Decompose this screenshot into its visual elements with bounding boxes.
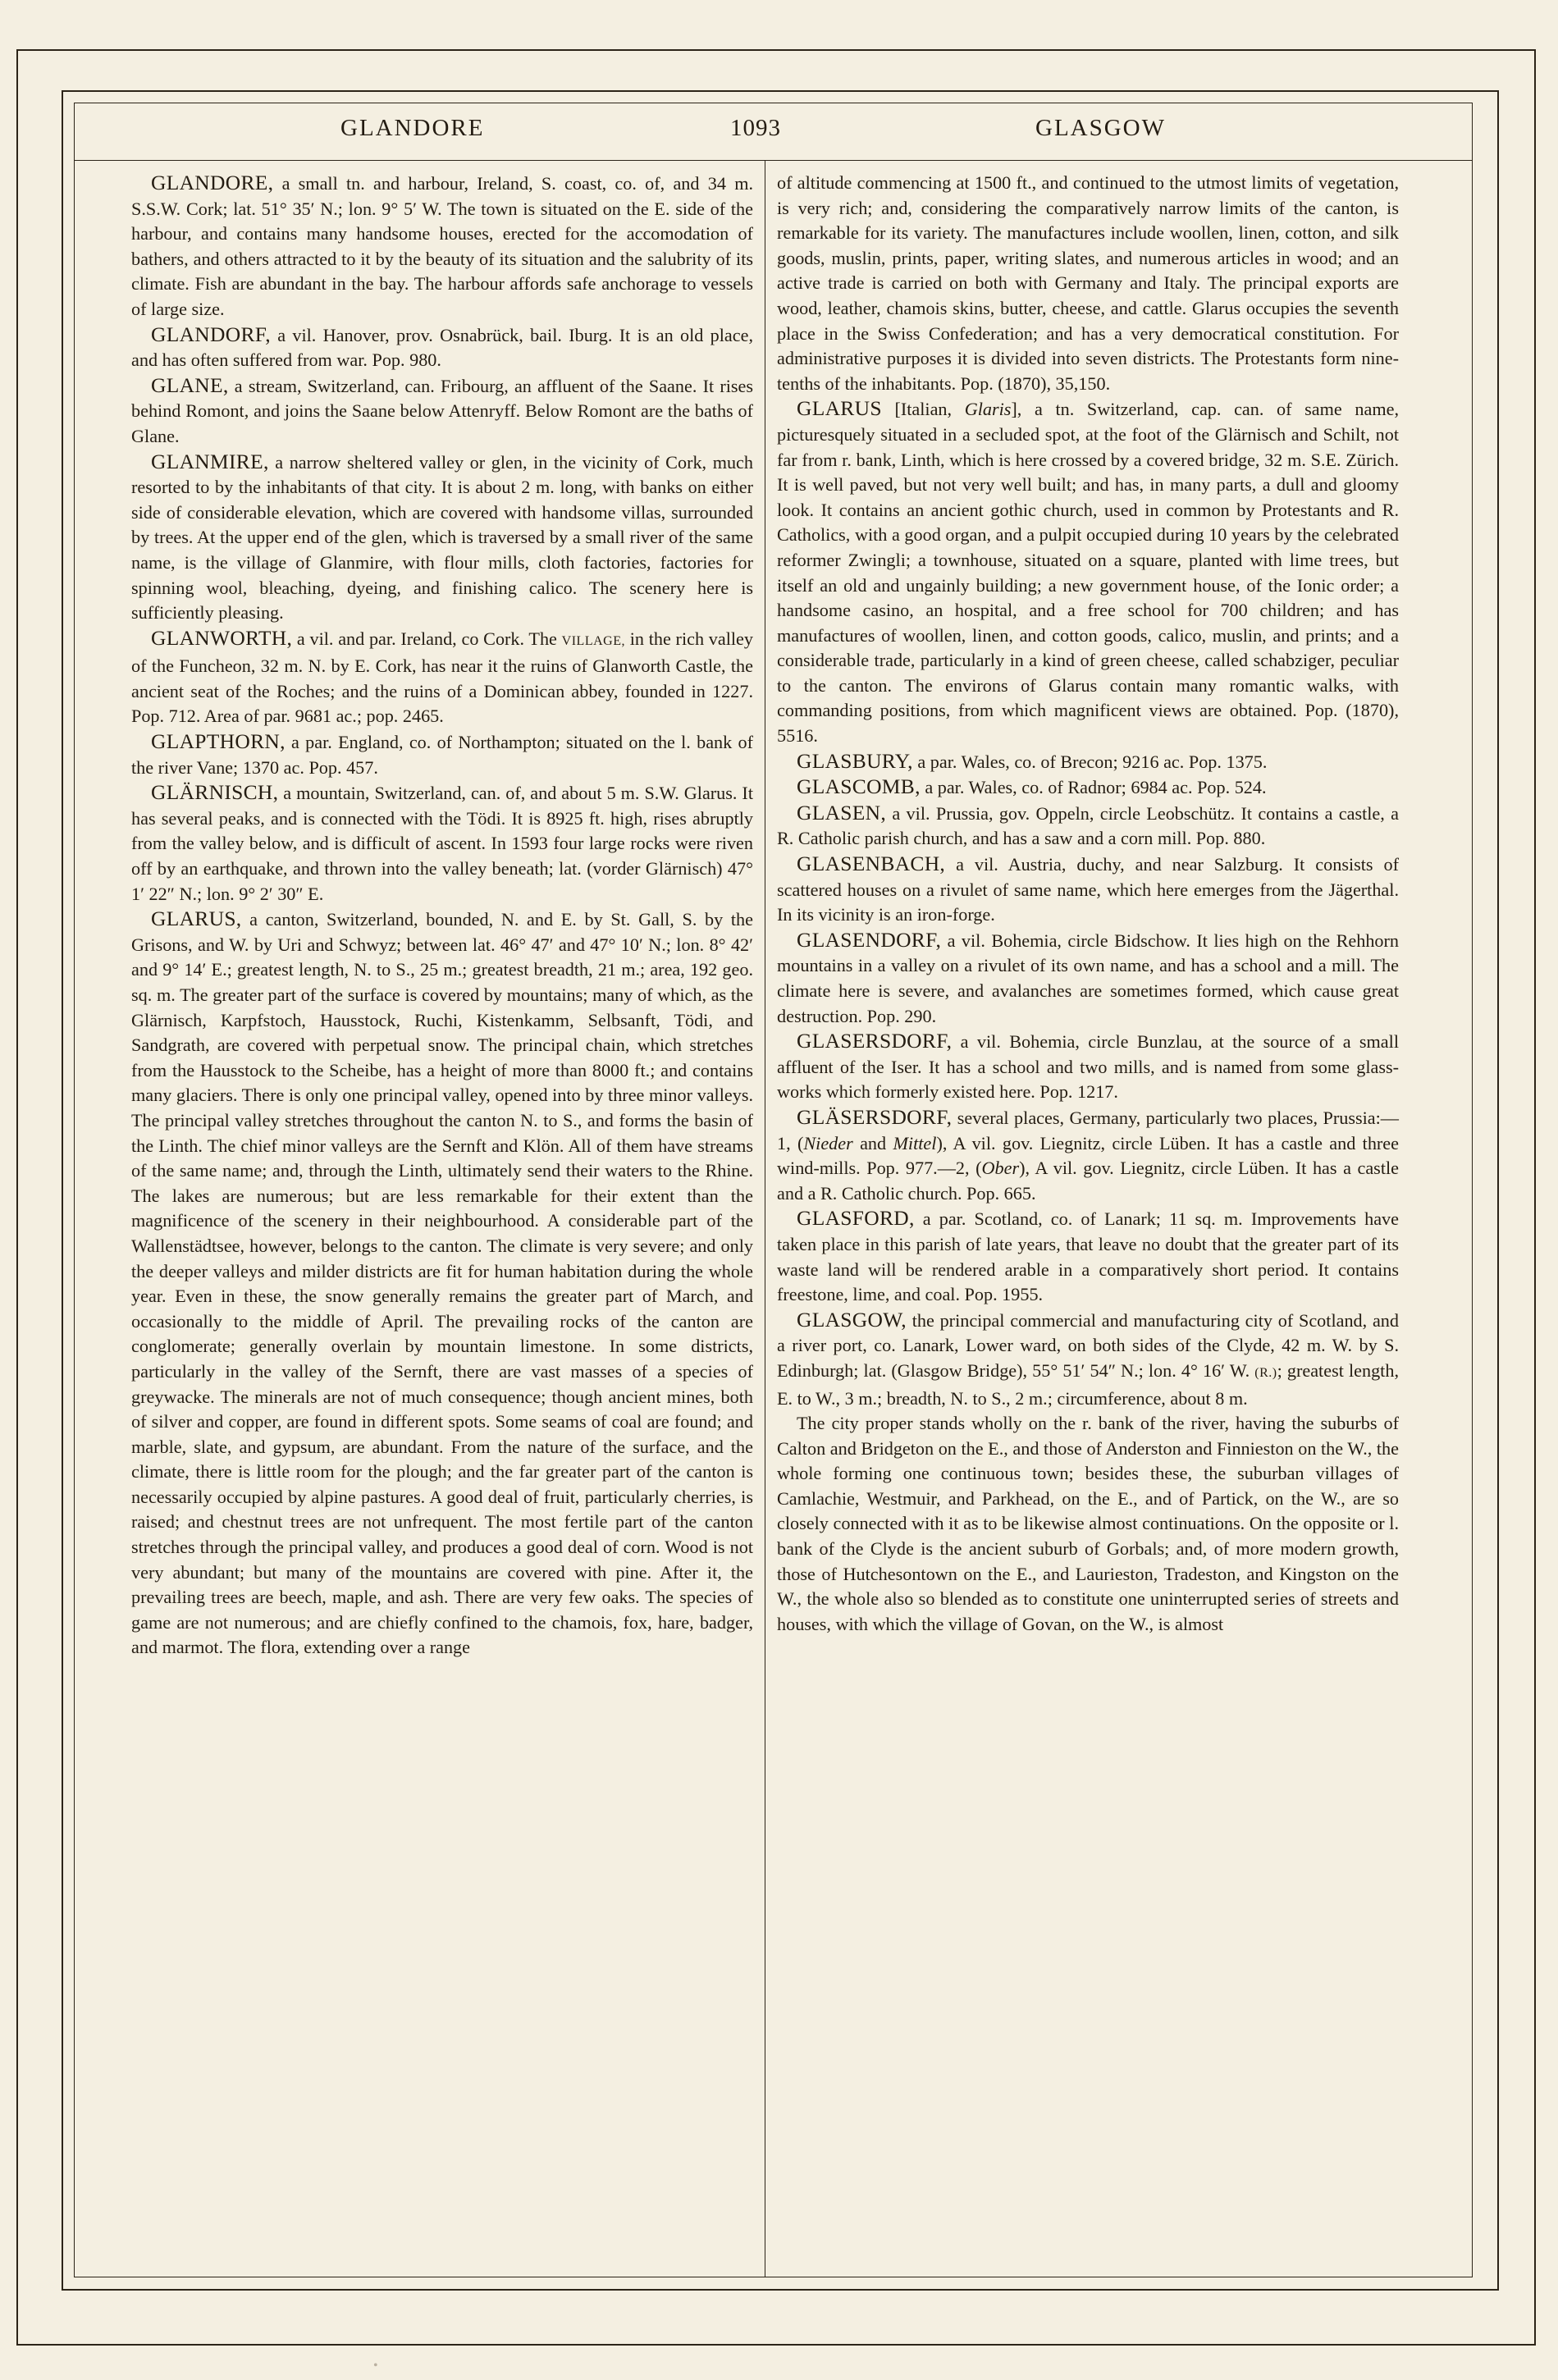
entry-italic: Glaris xyxy=(964,399,1012,420)
running-head-left: GLANDORE xyxy=(340,115,485,141)
entry-text: several places, Germany, particularly two places, Prussia:—1, ( xyxy=(777,1107,1399,1153)
entry-text: a par. England, co. of Northampton; situated on the l. bank of the river Vane; 1370 ac. Pop. 457. xyxy=(131,732,753,778)
headword: GLASENDORF, xyxy=(797,927,942,952)
entry-glasen xyxy=(777,801,1399,852)
headword: GLANE, xyxy=(151,372,229,397)
right-column xyxy=(777,171,1399,1637)
entry-text: in the rich valley of the Funcheon, 32 m. N. by E. Cork, has near it the ruins of Glanworth Castle, the ancient seat of the Roches; and the ruins of a Dominican abbey, founded in 1227. Pop. 712. Area of par. 9681 ac.; pop. 2465. xyxy=(131,628,753,727)
headword: GLANMIRE, xyxy=(151,449,269,473)
entry-text: a small tn. and harbour, Ireland, S. coast, co. of, and 34 m. S.S.W. Cork; lat. 51° 35′ N.; lon. 9° 5′ W. The town is situated on the E. side of the harbour, and contains many handsome houses, erected for the accomodation of bathers, and others attracted to it by the beauty of its situation and the salubrity of its climate. Fish are abundant in the bay. The harbour affords safe anchorage to vessels of large size. xyxy=(131,173,753,319)
headword: GLASBURY, xyxy=(797,748,913,773)
entry-glarus-canton xyxy=(131,907,753,1661)
headword: GLASGOW, xyxy=(797,1307,907,1332)
entry-glandorf xyxy=(131,322,753,373)
entry-glarus-continuation: of altitude commencing at 1500 ft., and continued to the utmost limits of vegetation, is very rich; and, considering the comparatively narrow limits of the canton, is remarkable for its variety. The manufactures include woollen, linen, cotton, and silk goods, muslin, prints, paper, writing slates, and numerous articles in wood; and an active trade is carried on both with Germany and Italy. The principal exports are wood, leather, chamois skins, butter, cheese, and cattle. Glarus occupies the seventh place in the Swiss Confederation; and has a very democratical constitution. For administrative purposes it is divided into seven districts. The Protestants form nine-tenths of the inhabitants. Pop. (1870), 35,150. xyxy=(777,172,1399,394)
entry-glasersdorf-prussia xyxy=(777,1105,1399,1206)
entry-text: a par. Scotland, co. of Lanark; 11 sq. m. Improvements have taken place in this parish of late years, that leave no doubt that the greater part of its waste land will be rendered arable in a comparatively short period. It contains freestone, lime, and coal. Pop. 1955. xyxy=(777,1208,1399,1305)
text-box-right xyxy=(1472,103,1473,2277)
entry-text: a vil. Bohemia, circle Bunzlau, at the source of a small affluent of the Iser. It has a school and two mills, and is named from some glass-works which formerly existed here. Pop. 1217. xyxy=(777,1031,1399,1103)
headword: GLÄRNISCH, xyxy=(151,780,279,805)
entry-text: a canton, Switzerland, bounded, N. and E. by St. Gall, S. by the Grisons, and W. by Uri and Schwyz; between lat. 46° 47′ and 47° 10′ N.; lon. 8° 42′ and 9° 14′ E.; greatest length, N. to S., 25 m.; greatest breadth, 21 m.; area, 192 geo. sq. m. The greater part of the surface is covered by mountains; many of which, as the Glärnisch, Karpfstoch, Hausstock, Ruchi, Kistenkamm, Selbsanft, Tödi, and Sandgrath, are covered with perpetual snow. The principal chain, which stretches from the Hausstock to the Scheibe, has a height of more than 8000 ft.; and contains many glaciers. There is only one principal valley, opened into by three minor valleys. The principal valley stretches throughout the canton N. to S., and forms the basin of the Linth. The chief minor valleys are the Sernft and Klön. All of them have streams of the same name; and, through the Linth, ultimately send their waters to the Rhine. The lakes are numerous; but are less remarkable for their extent than the magnificence of the scenery in their neighbourhood. A considerable part of the Wallenstädtsee, however, belongs to the canton. The climate is very severe; and only the deeper valleys and milder districts are fit for human habitation during the whole year. Even in these, the snow generally remains the greater part of March, and occasionally to the middle of April. The prevailing rocks of the canton are conglomerate; generally overlain by mountain limestone. In some districts, particularly in the valley of the Sernft, there are vast masses of a species of greywacke. The minerals are not of much consequence; though ancient mines, both of silver and copper, are found in different spots. Some seams of coal are found; and marble, slate, and gypsum, are abundant. From the nature of the surface, and the climate, there is little room for the plough; and the far greater part of the canton is necessarily occupied by alpine pastures. A good deal of fruit, particularly cherries, is raised; and chestnut trees are not unfrequent. The most fertile part of the canton stretches through the principal valley, and produces a good deal of corn. Wood is not very abundant; but many of the mountains are covered with pine. After it, the prevailing trees are beech, maple, and ash. There are very few oaks. The species of game are not numerous; and are chiefly confined to the chamois, fox, hare, badger, and marmot. The flora, extending over a range xyxy=(131,909,753,1658)
entry-glandore xyxy=(131,171,753,322)
entry-text: and xyxy=(852,1132,893,1153)
headword: GLANWORTH, xyxy=(151,625,293,650)
headword: GLASCOMB, xyxy=(797,774,921,799)
entry-glapthorn xyxy=(131,729,753,780)
entry-glasenbach xyxy=(777,852,1399,928)
entry-italic: Nieder xyxy=(803,1132,853,1153)
headword: GLANDORE, xyxy=(151,171,274,194)
entry-text: a vil. Prussia, gov. Oppeln, circle Leobschütz. It contains a castle, a R. Catholic parish church, and has a saw and a corn mill. Pop. 880. xyxy=(777,802,1399,849)
entry-text: a stream, Switzerland, can. Fribourg, an affluent of the Saane. It rises behind Romont, and joins the Saane below Attenryff. Below Romont are the baths of Glane. xyxy=(131,375,753,446)
outer-border-top xyxy=(16,49,1536,51)
entry-text: a vil. Bohemia, circle Bidschow. It lies high on the Rehhorn mountains in a valley on a rivulet of its own name, and has a school and a mill. The climate here is severe, and avalanches are sometimes formed, which cause great destruction. Pop. 290. xyxy=(777,930,1399,1026)
entry-glarnisch xyxy=(131,780,753,907)
entry-italic: Mittel xyxy=(893,1132,937,1153)
entry-glascomb xyxy=(777,774,1399,801)
outer-border-right xyxy=(1534,49,1536,2346)
entry-italic: Ober xyxy=(981,1158,1020,1179)
entry-glanworth xyxy=(131,626,753,729)
running-head xyxy=(74,115,1473,153)
headword: GLÄSERSDORF, xyxy=(797,1104,953,1129)
entry-glasford xyxy=(777,1206,1399,1307)
headword: GLARUS xyxy=(797,396,882,421)
header-rule xyxy=(74,160,1473,161)
headword: GLAPTHORN, xyxy=(151,729,286,754)
left-column xyxy=(131,171,753,1661)
entry-text: a par. Wales, co. of Brecon; 9216 ac. Pop. 1375. xyxy=(912,751,1268,772)
outer-border-bottom xyxy=(16,2344,1536,2346)
entry-text: a vil. Hanover, prov. Osnabrück, bail. Iburg. It is an old place, and has often suffered from war. Pop. 980. xyxy=(131,324,753,371)
entry-text: a par. Wales, co. of Radnor; 6984 ac. Pop. 524. xyxy=(920,777,1267,798)
entry-smallcaps: (R.) xyxy=(1254,1365,1277,1380)
frame-border-left xyxy=(62,90,63,2291)
entry-text: [Italian, xyxy=(881,399,965,420)
entry-glasendorf xyxy=(777,928,1399,1029)
paper-mark: • xyxy=(373,2359,378,2373)
entry-text: ), A vil. gov. Liegnitz, circle Lüben. It has a castle and a R. Catholic church. Pop. 665. xyxy=(777,1158,1399,1204)
entry-text: a vil. Austria, duchy, and near Salzburg. It consists of scattered houses on a rivulet of same name, which here emerges from the Jägerthal. In its vicinity is an iron-forge. xyxy=(777,854,1399,925)
entry-text: ), A vil. gov. Liegnitz, circle Lüben. It has a castle and three wind-mills. Pop. 977.—2, ( xyxy=(777,1132,1399,1179)
entry-glasbury xyxy=(777,749,1399,775)
page-number: 1093 xyxy=(730,115,781,141)
headword: GLANDORF, xyxy=(151,322,271,346)
entry-text: a mountain, Switzerland, can. of, and about 5 m. S.W. Glarus. It has several peaks, and is connected with the Tödi. It is 8925 ft. high, rises abruptly from the valley below, and is difficult of ascent. In 1593 four large rocks were riven off by an earthquake, and thrown into the valley beneath; lat. (vorder Glärnisch) 47° 1′ 22″ N.; lon. 9° 2′ 30″ E. xyxy=(131,783,753,904)
entry-text: the principal commercial and manufacturing city of Scotland, and a river port, co. Lanark, Lower ward, on both sides of the Clyde, 42 m. W. by S. Edinburgh; lat. (Glasgow Bridge), 55° 51′ 54″ N.; lon. 4° 16′ W. xyxy=(777,1309,1399,1381)
entry-text: a vil. and par. Ireland, co Cork. The xyxy=(292,628,562,649)
entry-glasgow xyxy=(777,1308,1399,1411)
entry-text: a narrow sheltered valley or glen, in the vicinity of Cork, much resorted to by the inhabitants of that city. It is about 2 m. long, with banks on either side of considerable elevation, which are covered with handsome villas, surrounded by trees. At the upper end of the glen, which is traversed by a small river of the same name, is the village of Glanmire, with flour mills, cloth factories, factories for spinning wool, bleaching, dyeing, and finishing calico. The scenery here is sufficiently pleasing. xyxy=(131,451,753,624)
text-box-left xyxy=(74,103,75,2277)
entry-glane xyxy=(131,373,753,450)
entry-smallcaps: VILLAGE, xyxy=(561,633,625,648)
entry-text: ], a tn. Switzerland, cap. can. of same name, picturesquely situated in a secluded spot, at the foot of the Glärnisch and Schilt, not far from r. bank, Linth, which is here crossed by a covered bridge, 32 m. S.E. Zürich. It is well paved, but not very well built; and has, in many parts, a dull and gloomy look. It contains an ancient gothic church, used in common by Protestants and R. Catholics, with a good organ, and a pulpit occupied during 10 years by the celebrated reformer Zwingli; a townhouse, situated on a square, planted with lime trees, but itself an old and ungainly building; a new government house, of the Ionic order; a handsome casino, an hospital, and a free school for 700 children; and has manufactures of woollen, linen, and cotton goods, calico, muslin, and prints; and a considerable trade, particularly in a kind of green cheese, called schabziger, peculiar to the canton. The environs of Glarus contain many romantic walks, with commanding positions, from which magnificent views are obtained. Pop. (1870), 5516. xyxy=(777,399,1399,747)
frame-border-bottom xyxy=(62,2289,1499,2291)
headword: GLASENBACH, xyxy=(797,852,946,876)
entry-glarus-town xyxy=(777,396,1399,748)
entry-glasgow-paragraph-2: The city proper stands wholly on the r. bank of the river, having the suburbs of Calton and Bridgeton on the E., and those of Anderston and Finnieston on the W., the whole forming one continuous town; besides these, the suburban villages of Camlachie, Westmuir, and Parkhead, on the E., and of Partick, on the W., are so closely connected with it as to be likewise almost continuations. On the opposite or l. bank of the Clyde is the ancient suburb of Gorbals; and, of more modern growth, those of Hutchesontown on the E., and Laurieston, Tradeston, and Kingston on the W., the whole also so blended as to constitute one uninterrupted series of streets and houses, with which the village of Govan, on the W., is almost xyxy=(777,1413,1399,1634)
frame-border-top xyxy=(62,90,1499,92)
headword: GLASEN, xyxy=(797,800,887,825)
running-head-right: GLASGOW xyxy=(1035,115,1166,141)
entry-glanmire xyxy=(131,450,753,626)
headword: GLASFORD, xyxy=(797,1206,915,1231)
entry-text: ; greatest length, E. to W., 3 m.; breadth, N. to S., 2 m.; circumference, about 8 m. xyxy=(777,1359,1399,1409)
outer-border-left xyxy=(16,49,18,2346)
headword: GLARUS, xyxy=(151,907,242,931)
frame-border-right xyxy=(1497,90,1499,2291)
headword: GLASERSDORF, xyxy=(797,1029,953,1053)
entry-glasersdorf xyxy=(777,1029,1399,1105)
